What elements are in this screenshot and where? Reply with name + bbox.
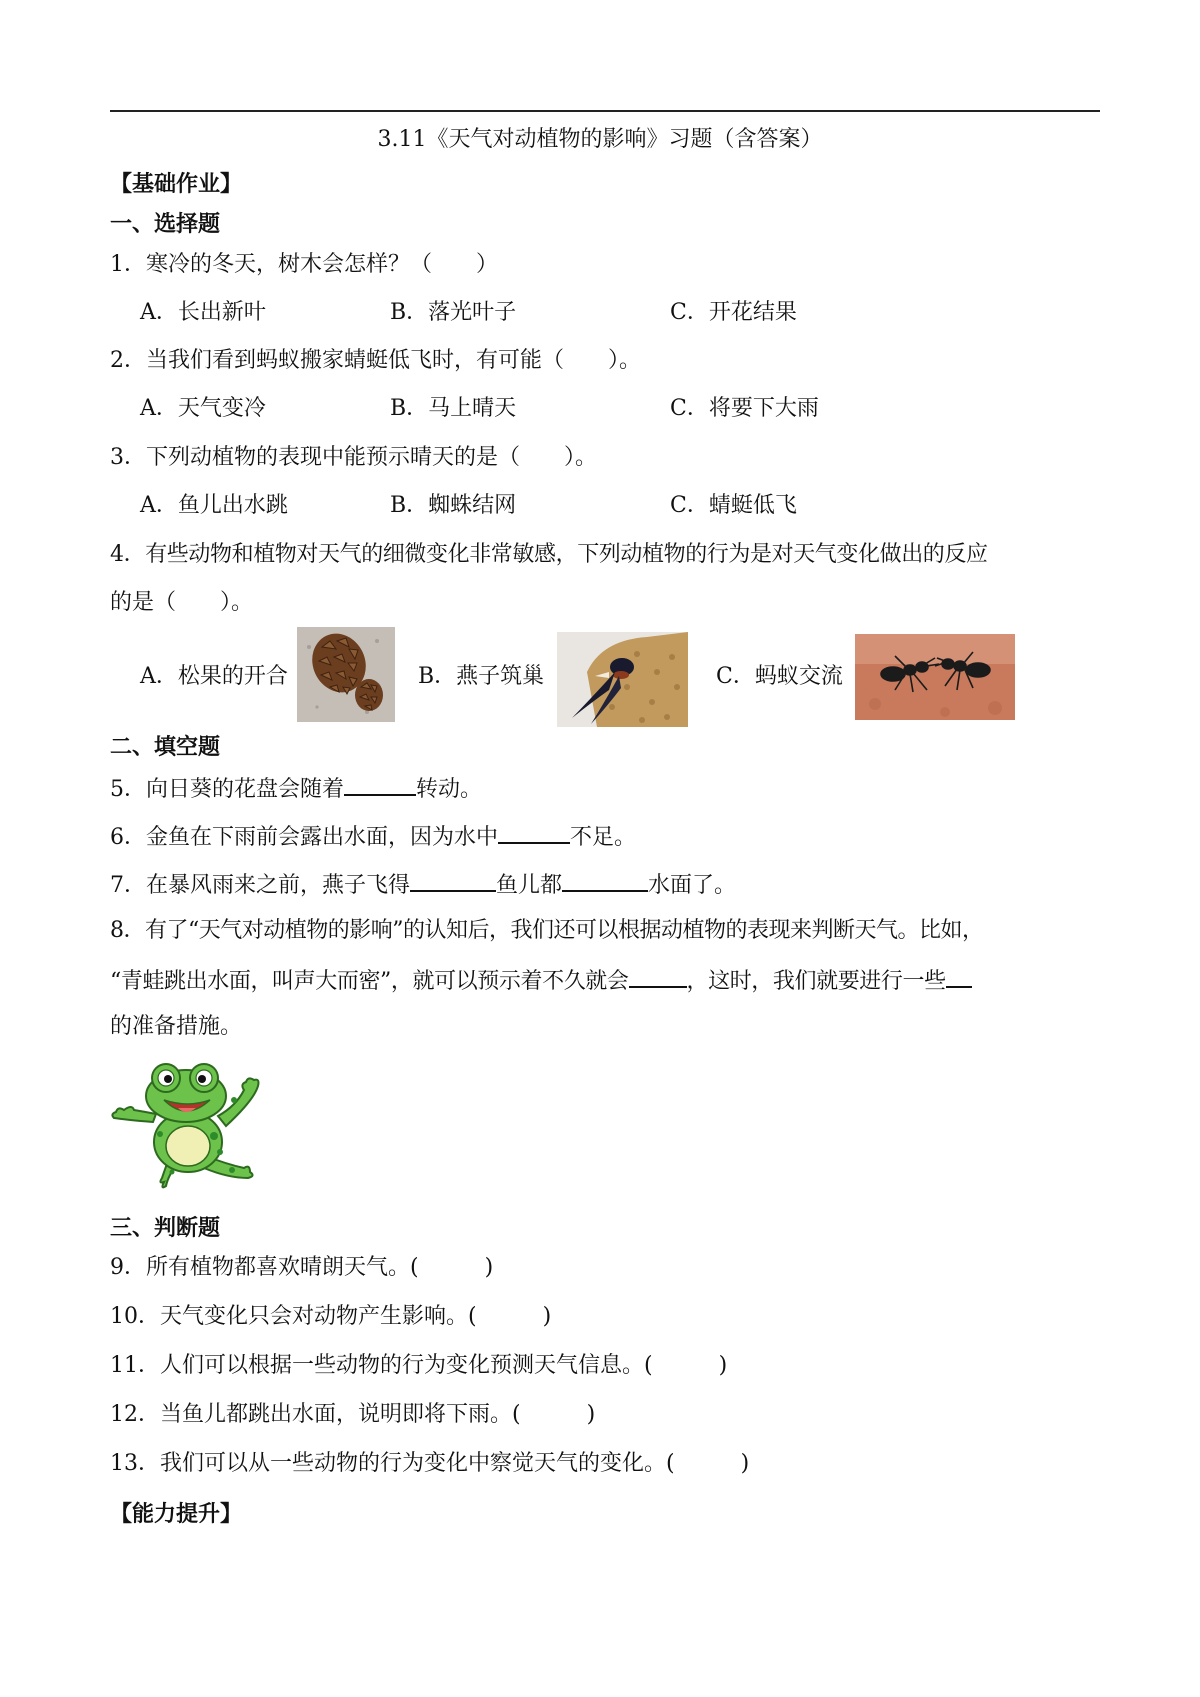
- section-basic-heading: 【基础作业】: [110, 172, 243, 197]
- q2-text: 2．当我们看到蚂蚁搬家蜻蜓低飞时，有可能（ ）。: [110, 348, 641, 373]
- q1-option-b: B．落光叶子: [390, 300, 517, 325]
- q8-text-line2-pre: “青蛙跳出水面，叫声大而密”，就可以预示着不久就会: [110, 969, 629, 994]
- q3-option-c: C．蜻蜓低飞: [670, 493, 797, 518]
- part1-heading: 一、选择题: [110, 212, 221, 237]
- q12-text: 12．当鱼儿都跳出水面，说明即将下雨。( ): [110, 1402, 596, 1427]
- q8-text-line1: 8．有了“天气对动植物的影响”的认知后，我们还可以根据动植物的表现来判断天气。比如，: [110, 918, 984, 943]
- q3-option-a: A．鱼儿出水跳: [140, 493, 288, 518]
- q7-text-mid: 鱼儿都: [496, 873, 563, 898]
- q3-option-b: B．蜘蛛结网: [390, 493, 517, 518]
- q5-text-post: 转动。: [416, 777, 483, 802]
- q2-option-b: B．马上晴天: [390, 396, 517, 421]
- q6-text-post: 不足。: [570, 825, 637, 850]
- q4-text-line1: 4．有些动物和植物对天气的细微变化非常敏感，下列动植物的行为是对天气变化做出的反应: [110, 542, 988, 567]
- pinecone-image: [297, 627, 395, 722]
- q9-text: 9．所有植物都喜欢晴朗天气。( ): [110, 1255, 494, 1280]
- q5-text-pre: 5．向日葵的花盘会随着: [110, 777, 344, 802]
- q2-option-a: A．天气变冷: [140, 396, 266, 421]
- q5-blank[interactable]: [344, 772, 416, 796]
- q7-blank-2[interactable]: [562, 868, 648, 892]
- part2-heading: 二、填空题: [110, 735, 221, 760]
- q2-option-c: C．将要下大雨: [670, 396, 819, 421]
- q8-blank-2[interactable]: [946, 964, 972, 988]
- q8-line2: [110, 964, 972, 997]
- section-advanced-heading: 【能力提升】: [110, 1502, 243, 1527]
- q7-blank-1[interactable]: [410, 868, 496, 892]
- q11-text: 11．人们可以根据一些动物的行为变化预测天气信息。( ): [110, 1353, 728, 1378]
- q7-text-pre: 7．在暴风雨来之前，燕子飞得: [110, 873, 410, 898]
- header-rule: [110, 110, 1100, 112]
- q10-text: 10．天气变化只会对动物产生影响。( ): [110, 1304, 552, 1329]
- ants-image: [855, 634, 1015, 720]
- q6-text-pre: 6．金鱼在下雨前会露出水面，因为水中: [110, 825, 498, 850]
- q4-option-c: C．蚂蚁交流: [716, 664, 843, 689]
- q4-option-b: B．燕子筑巢: [418, 664, 545, 689]
- part3-heading: 三、判断题: [110, 1216, 221, 1241]
- q4-option-a: A．松果的开合: [140, 664, 288, 689]
- q1-option-c: C．开花结果: [670, 300, 797, 325]
- q7-text-post: 水面了。: [648, 873, 737, 898]
- page-title: 3.11《天气对动植物的影响》习题（含答案）: [377, 127, 823, 152]
- swallow-nest-image: [557, 632, 688, 727]
- q8-blank-1[interactable]: [629, 964, 687, 988]
- q8-text-line3: 的准备措施。: [110, 1014, 243, 1039]
- q6-blank[interactable]: [498, 820, 570, 844]
- frog-image: [108, 1060, 266, 1192]
- q7: [110, 868, 736, 901]
- q4-text-line2: 的是（ ）。: [110, 590, 254, 615]
- q8-text-line2-mid: ，这时，我们就要进行一些: [686, 969, 946, 994]
- q3-text: 3．下列动植物的表现中能预示晴天的是（ ）。: [110, 445, 597, 470]
- q1-option-a: A．长出新叶: [140, 300, 266, 325]
- q1-text: 1．寒冷的冬天，树木会怎样？（ ）: [110, 252, 498, 277]
- q6: [110, 820, 636, 853]
- q5: [110, 772, 482, 805]
- q13-text: 13．我们可以从一些动物的行为变化中察觉天气的变化。( ): [110, 1451, 750, 1476]
